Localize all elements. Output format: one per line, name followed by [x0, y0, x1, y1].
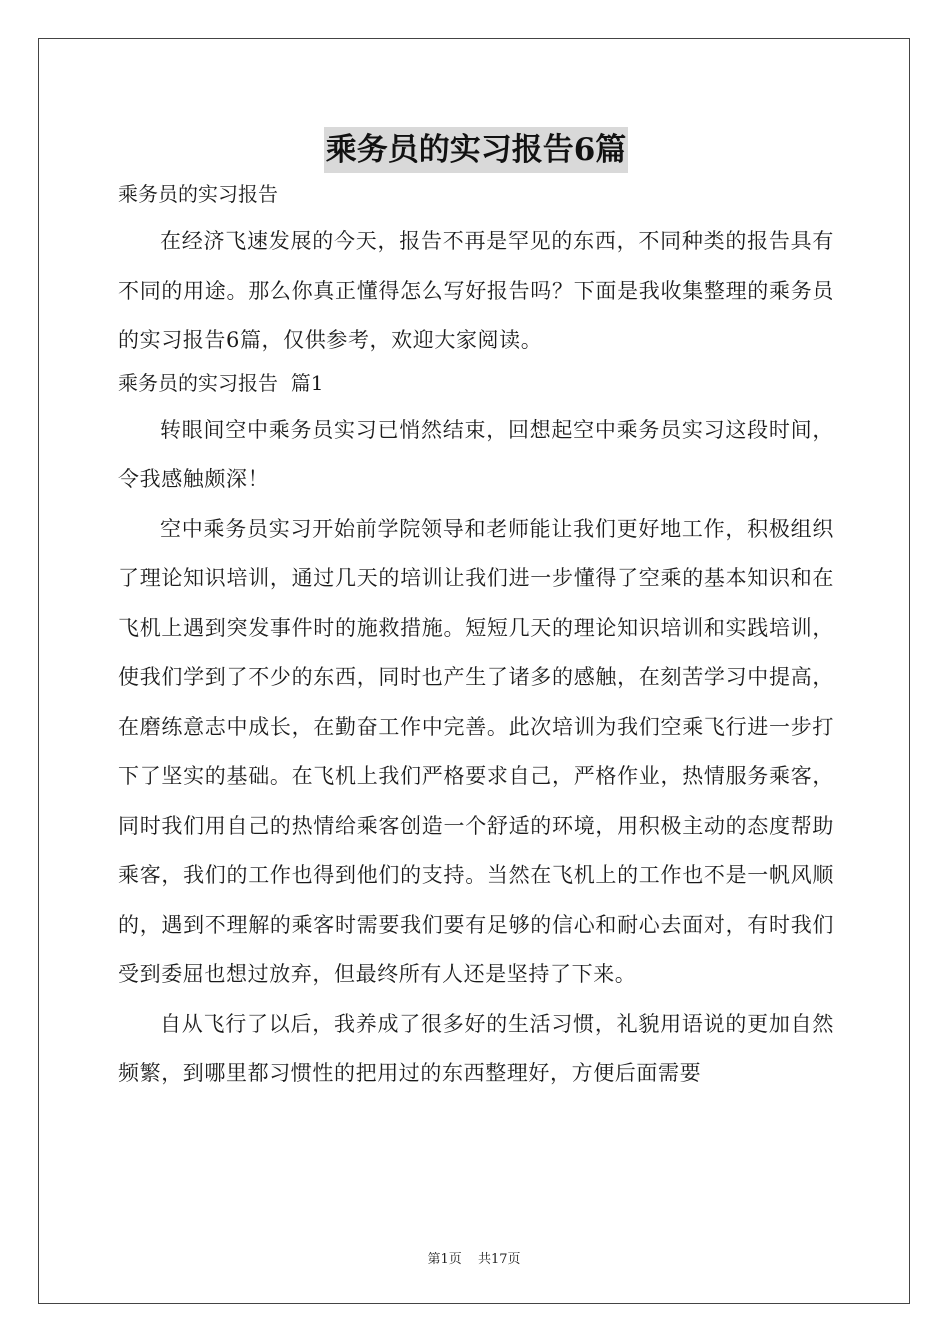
section-heading: 乘务员的实习报告 篇1	[118, 370, 324, 395]
intro-paragraph: 在经济飞速发展的今天，报告不再是罕见的东西，不同种类的报告具有不同的用途。那么你真正懂得怎么写好报告吗？下面是我收集整理的乘务员的实习报告6篇，仅供参考，欢迎大家阅读。	[118, 229, 834, 352]
document-page	[38, 38, 910, 1304]
page-number: 第1页	[427, 1252, 462, 1267]
document-subtitle: 乘务员的实习报告	[118, 182, 278, 206]
body-paragraph-2: 空中乘务员实习开始前学院领导和老师能让我们更好地工作，积极组织了理论知识培训，通过几天的培训让我们进一步懂得了空乘的基本知识和在飞机上遇到突发事件时的施救措施。短短几天的理论知识培训和实践培训，使我们学到了不少的东西，同时也产生了诸多的感触，在刻苦学习中提高，在磨练意志中成长，在勤奋工作中完善。此次培训为我们空乘飞行进一步打下了坚实的基础。在飞机上我们严格要求自己，严格作业，热情服务乘客，同时我们用自己的热情给乘客创造一个舒适的环境，用积极主动的态度帮助乘客，我们的工作也得到他们的支持。当然在飞机上的工作也不是一帆风顺的，遇到不理解的乘客时需要我们要有足够的信心和耐心去面对，有时我们受到委屈也想过放弃，但最终所有人还是坚持了下来。	[118, 516, 834, 986]
page-footer	[39, 1248, 909, 1267]
page-total: 共17页	[477, 1252, 521, 1267]
body-paragraph-3: 自从飞行了以后，我养成了很多好的生活习惯，礼貌用语说的更加自然频繁，到哪里都习惯性的把用过的东西整理好，方便后面需要	[118, 1011, 834, 1085]
document-body	[118, 127, 834, 1099]
document-title: 乘务员的实习报告6篇	[324, 127, 629, 173]
body-paragraph-1: 转眼间空中乘务员实习已悄然结束，回想起空中乘务员实习这段时间，令我感触颇深！	[118, 417, 834, 491]
title-row	[118, 127, 834, 173]
